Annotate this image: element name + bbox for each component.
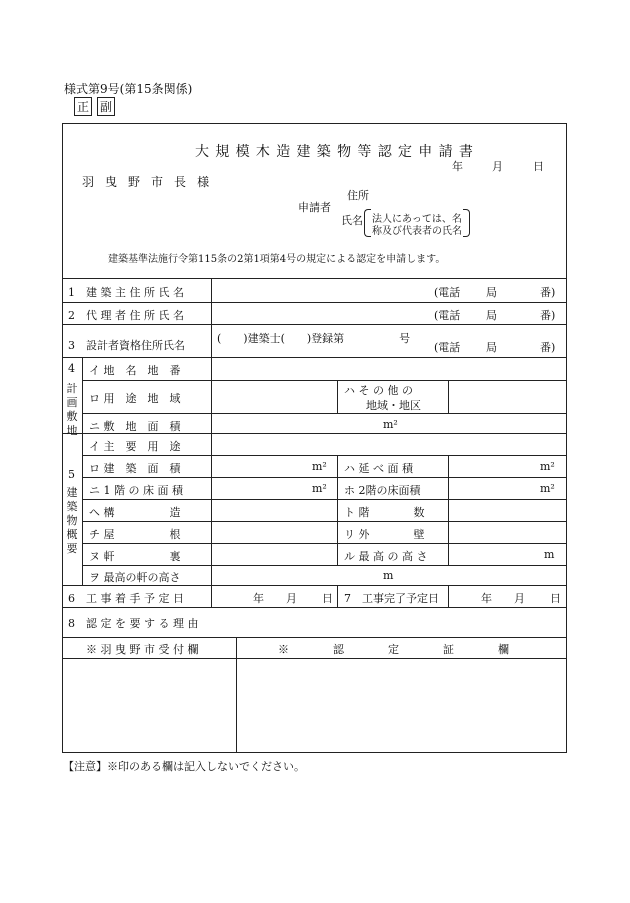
footer-note: 【注意】※印のある欄は記入しないでください。 [63, 760, 305, 773]
date-year: 年 [452, 160, 463, 173]
rule [62, 357, 567, 358]
rule [448, 380, 449, 413]
corp-note-line1: 法人にあっては、名 [372, 214, 462, 225]
statement: 建築基準法施行令第115条の2第1項第4号の規定による認定を申請します。 [108, 254, 446, 265]
row4a-label: イ 地 名 地 番 [89, 364, 181, 377]
section5-label: 建築物概要 [66, 486, 78, 555]
rule [82, 455, 567, 456]
row5c-right-unit: m² [540, 482, 555, 495]
row1-phone: (電話 [434, 286, 461, 299]
applicant-label: 申請者 [298, 201, 331, 214]
row5f-right-unit: m [544, 548, 555, 561]
row2-phone: (電話 [434, 309, 461, 322]
rule [82, 521, 567, 522]
bracket-right [463, 209, 470, 237]
row5b-unit: m² [312, 460, 327, 473]
row6-month: 月 [286, 592, 297, 605]
row2-label: 2 代 理 者 住 所 氏 名 [68, 309, 184, 322]
row5g-label: ヲ 最高の軒の高さ [89, 571, 181, 584]
sei-label: 正 [74, 97, 92, 116]
addressee: 羽 曳 野 市 長 様 [82, 175, 213, 189]
row3-label: 3 設計者資格住所氏名 [68, 339, 185, 352]
rule [62, 278, 567, 279]
certification-column-header: ※ 認 定 証 欄 [278, 643, 509, 656]
rule [82, 499, 567, 500]
row7-day: 日 [550, 592, 561, 605]
row7-year: 年 [481, 592, 492, 605]
row1-label: 1 建 築 主 住 所 氏 名 [68, 286, 184, 299]
rule [82, 477, 567, 478]
bracket-left [364, 209, 371, 237]
rule [62, 585, 567, 586]
row4b-other-line2: 地域・地区 [366, 399, 421, 412]
form-title: 大規模木造建築物等認定申請書 [195, 144, 480, 160]
section4-label: 計画敷地 [66, 382, 78, 437]
rule [236, 637, 237, 753]
rule [62, 324, 567, 325]
row2-phone-ban: 番) [540, 309, 556, 322]
rule [82, 380, 567, 381]
rule [448, 455, 449, 565]
row8-label: 8 認 定 を 要 す る 理 由 [68, 617, 199, 630]
rule [62, 607, 567, 608]
rule [62, 302, 567, 303]
rule [448, 585, 449, 607]
rule [337, 455, 338, 565]
corp-note-line2: 称及び代表者の氏名 [372, 226, 462, 237]
row1-phone-ban: 番) [540, 286, 556, 299]
row5f-label: ヌ 軒 裏 [89, 550, 181, 563]
row5c-unit: m² [312, 482, 327, 495]
rule [62, 637, 567, 638]
row3-registration: ( )建築士( )登録第 号 [217, 332, 411, 345]
row7-month: 月 [514, 592, 525, 605]
row6-label: 6 工 事 着 手 予 定 日 [68, 592, 184, 605]
row4b-other-line1: ハ そ の 他 の [344, 384, 413, 397]
row5c-label: ニ 1 階 の 床 面 積 [89, 484, 183, 497]
row5b-right-unit: m² [540, 460, 555, 473]
row5a-label: イ 主 要 用 途 [89, 440, 181, 453]
row5g-unit: m [383, 569, 394, 582]
rule [62, 658, 567, 659]
row1-phone-kyoku: 局 [486, 286, 497, 299]
section4-number: 4 [68, 362, 75, 375]
rule [82, 413, 567, 414]
receipt-column-header: ※ 羽 曳 野 市 受 付 欄 [86, 643, 199, 656]
row3-phone-ban: 番) [540, 341, 556, 354]
date-month: 月 [492, 160, 503, 173]
fuku-label: 副 [97, 97, 115, 116]
name-label: 氏名 [341, 214, 363, 227]
row4b-label: ロ 用 途 地 域 [89, 392, 181, 405]
row5b-right-label: ハ 延 べ 面 積 [344, 462, 413, 475]
row6-day: 日 [322, 592, 333, 605]
row5d-right-label: ト 階 数 [344, 506, 425, 519]
rule [82, 565, 567, 566]
row5d-label: ヘ 構 造 [89, 506, 181, 519]
row5e-right-label: リ 外 壁 [344, 528, 425, 541]
date-day: 日 [533, 160, 544, 173]
row3-phone-kyoku: 局 [486, 341, 497, 354]
row5e-label: チ 屋 根 [89, 528, 181, 541]
row4c-unit: m² [383, 418, 398, 431]
row6-year: 年 [253, 592, 264, 605]
section5-number: 5 [68, 468, 75, 481]
row2-phone-kyoku: 局 [486, 309, 497, 322]
address-label: 住所 [347, 189, 369, 202]
row4c-label: ニ 敷 地 面 積 [89, 420, 181, 433]
row5b-label: ロ 建 築 面 積 [89, 462, 181, 475]
rule [337, 585, 338, 607]
rule [82, 357, 83, 585]
row5c-right-label: ホ 2階の床面積 [344, 484, 421, 497]
form-number: 様式第9号(第15条関係) [64, 82, 193, 96]
row5f-right-label: ル 最 高 の 高 さ [344, 550, 428, 563]
row3-phone: (電話 [434, 341, 461, 354]
rule [211, 278, 212, 607]
rule [82, 543, 567, 544]
rule [337, 380, 338, 413]
row7-label: 7 工事完了予定日 [344, 592, 439, 605]
